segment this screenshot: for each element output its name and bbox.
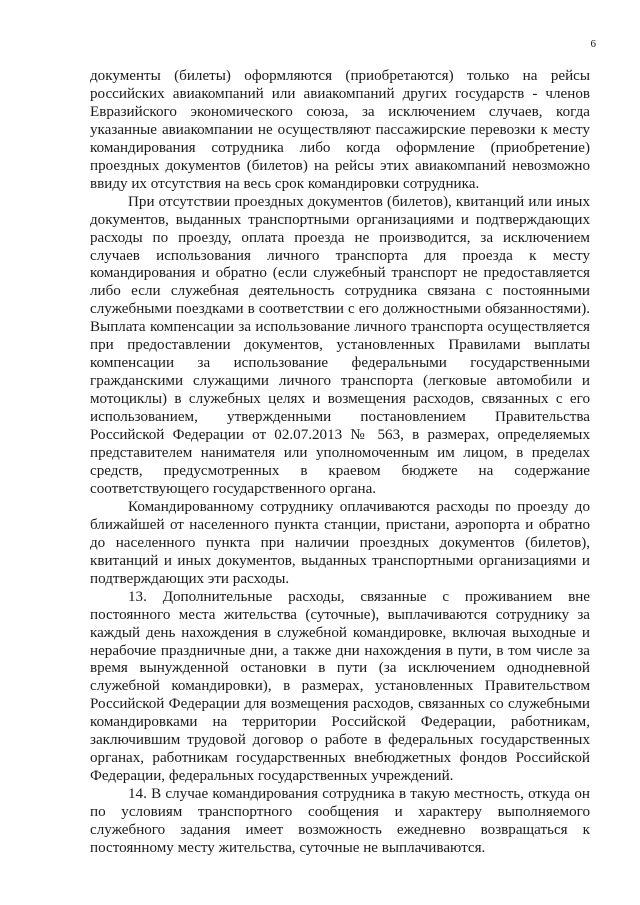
paragraph-airline-tickets: документы (билеты) оформляются (приобретаются) только на рейсы российских авиакомпаний или авиакомпаний других государств - членов Евразийского экономического союза, за исключением случаев, когда указанные авиакомпании не осуществляют пассажирские перевозки к месту командирования сотрудника либо когда оформление (приобретение) проездных документов (билетов) на рейсы этих авиакомпаний невозможно ввиду их отсутствия на весь срок командировки сотрудника. (90, 68, 590, 192)
paragraph-item-14-daily-return: 14. В случае командирования сотрудника в такую местность, откуда он по условиям транспортного сообщения и характеру выполняемого служебного задания имеет возможность ежедневно возвращаться к постоянному месту жительства, суточные не выплачиваются. (90, 786, 590, 856)
paragraph-item-13-per-diem: 13. Дополнительные расходы, связанные с проживанием вне постоянного места жительства (суточные), выплачиваются сотруднику за каждый день нахождения в служебной командировке, включая выходные и нерабочие праздничные дни, а также дни нахождения в пути, в том числе за время вынужденной остановки в пути (за исключением однодневной служебной командировки), в размерах, установленных Правительством Российской Федерации для возмещения расходов, связанных со служебными командировками на территории Российской Федерации, работникам, заключившим трудовой договор о работе в федеральных государственных органах, работникам государственных внебюджетных фондов Российской Федерации, федеральных государственных учреждений. (90, 588, 590, 785)
paragraph-missing-documents: При отсутствии проездных документов (билетов), квитанций или иных документов, выданных транспортными организациями и подтверждающих расходы по проезду, оплата проезда не производится, за исключением случаев использования личного транспорта для проезда к месту командирования и обратно (если служебный транспорт не предоставляется либо если служебная деятельность сотрудника связана с постоянными служебными поездками в соответствии с его должностными обязанностями). Выплата компенсации за использование личного транспорта осуществляется при предоставлении документов, установленных Правилами выплаты компенсации за использование федеральными государственными гражданскими служащими личного транспорта (легковые автомобили и мотоциклы) в служебных целях и возмещения расходов, связанных с его использованием, утвержденными постановлением Правительства Российской Федерации от 02.07.2013 № 563, в размерах, определяемых представителем нанимателя или уполномоченным им лицом, в пределах средств, предусмотренных в краевом бюджете на содержание соответствующего государственного органа. (90, 193, 590, 497)
paragraph-travel-to-station: Командированному сотруднику оплачиваются расходы по проезду до ближайшей от населенного пункта станции, пристани, аэропорта и обратно до населенного пункта при наличии проездных документов (билетов), квитанций и иных документов, выданных транспортными организациями и подтверждающих эти расходы. (90, 498, 590, 587)
page-number: 6 (590, 38, 596, 50)
